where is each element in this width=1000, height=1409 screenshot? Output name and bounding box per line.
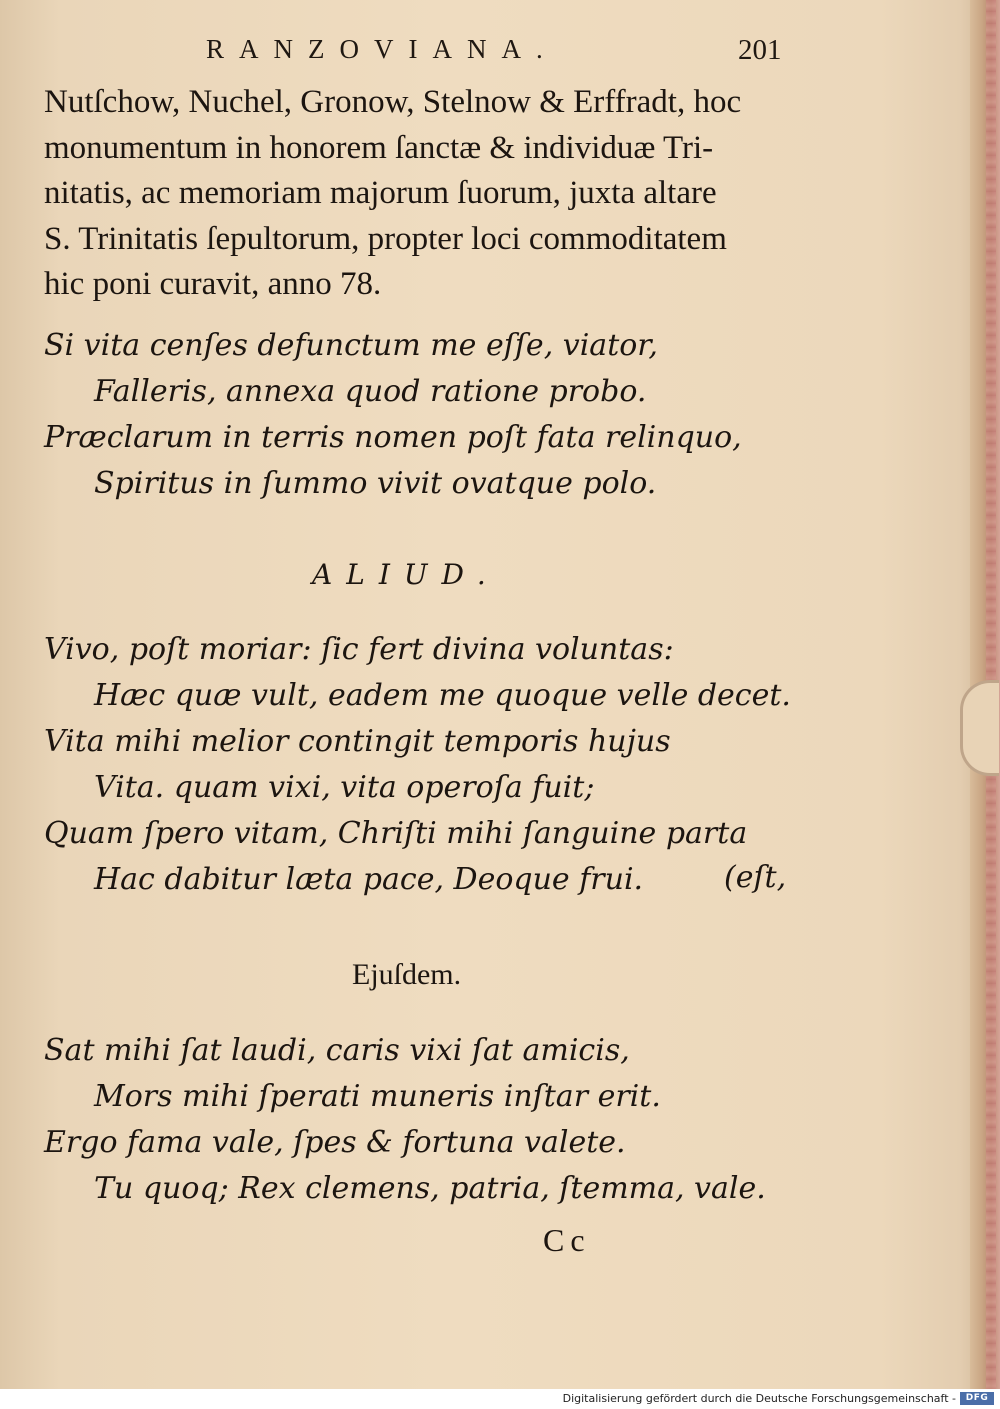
- running-head: RANZOVIANA.: [206, 34, 558, 64]
- prose-line: S. Trinitatis ſepultorum, propter loci commoditatem: [44, 220, 727, 257]
- prose-line: Nutſchow, Nuchel, Gronow, Stelnow & Erffradt, hoc: [44, 84, 742, 120]
- prose-paragraph: [44, 80, 794, 308]
- verse-line: Quam ſpero vitam, Chriſti mihi ſanguine parta: [44, 816, 748, 851]
- verse-line: Præclarum in terris nomen poſt fata relinquo,: [44, 420, 742, 455]
- verse-line: Vita. quam vixi, vita operoſa fuit;: [94, 770, 595, 805]
- dfg-logo-icon[interactable]: DFG: [960, 1392, 994, 1405]
- verse-line: Mors mihi ſperati muneris inſtar erit.: [94, 1079, 661, 1114]
- page-number: 201: [738, 34, 782, 66]
- line-continuation: (eſt,: [724, 860, 787, 895]
- verse-line: Sat mihi ſat laudi, caris vixi ſat amicis,: [44, 1033, 630, 1068]
- verse-line: Si vita cenſes defunctum me eſſe, viator,: [44, 328, 658, 363]
- section-heading-aliud: ALIUD.: [312, 558, 500, 591]
- signature-mark: Cc: [543, 1222, 591, 1258]
- folded-page-corner: [960, 680, 999, 776]
- verse-line: Tu quoq; Rex clemens, patria, ſtemma, vale.: [94, 1171, 766, 1206]
- section-heading-ejusdem: Ejuſdem.: [352, 958, 462, 991]
- prose-line: monumentum in honorem ſanctæ & individuæ Tri-: [44, 129, 714, 166]
- prose-line: hic poni curavit, anno 78.: [44, 266, 382, 302]
- ejusdem-poem: [44, 1028, 804, 1212]
- funding-credit: Digitalisierung gefördert durch die Deutsche Forschungsgemeinschaft -: [562, 1392, 956, 1405]
- verse-line: Hæc quæ vult, eadem me quoque velle decet.: [94, 678, 791, 713]
- epitaph-poem: [44, 323, 804, 507]
- verse-line: Falleris, annexa quod ratione probo.: [94, 374, 647, 409]
- aliud-poem: [44, 627, 804, 903]
- page-header: [0, 34, 960, 74]
- verse-line: Ergo fama vale, ſpes & fortuna valete.: [44, 1125, 626, 1160]
- verse-line: Vita mihi melior contingit temporis hujus: [44, 724, 671, 759]
- verse-line: Spiritus in ſummo vivit ovatque polo.: [94, 466, 657, 501]
- verse-line: Hac dabitur læta pace, Deoque frui.: [94, 862, 644, 897]
- verse-line: Vivo, poſt moriar: ſic fert divina voluntas:: [44, 632, 674, 667]
- prose-line: nitatis, ac memoriam majorum ſuorum, juxta altare: [44, 175, 717, 211]
